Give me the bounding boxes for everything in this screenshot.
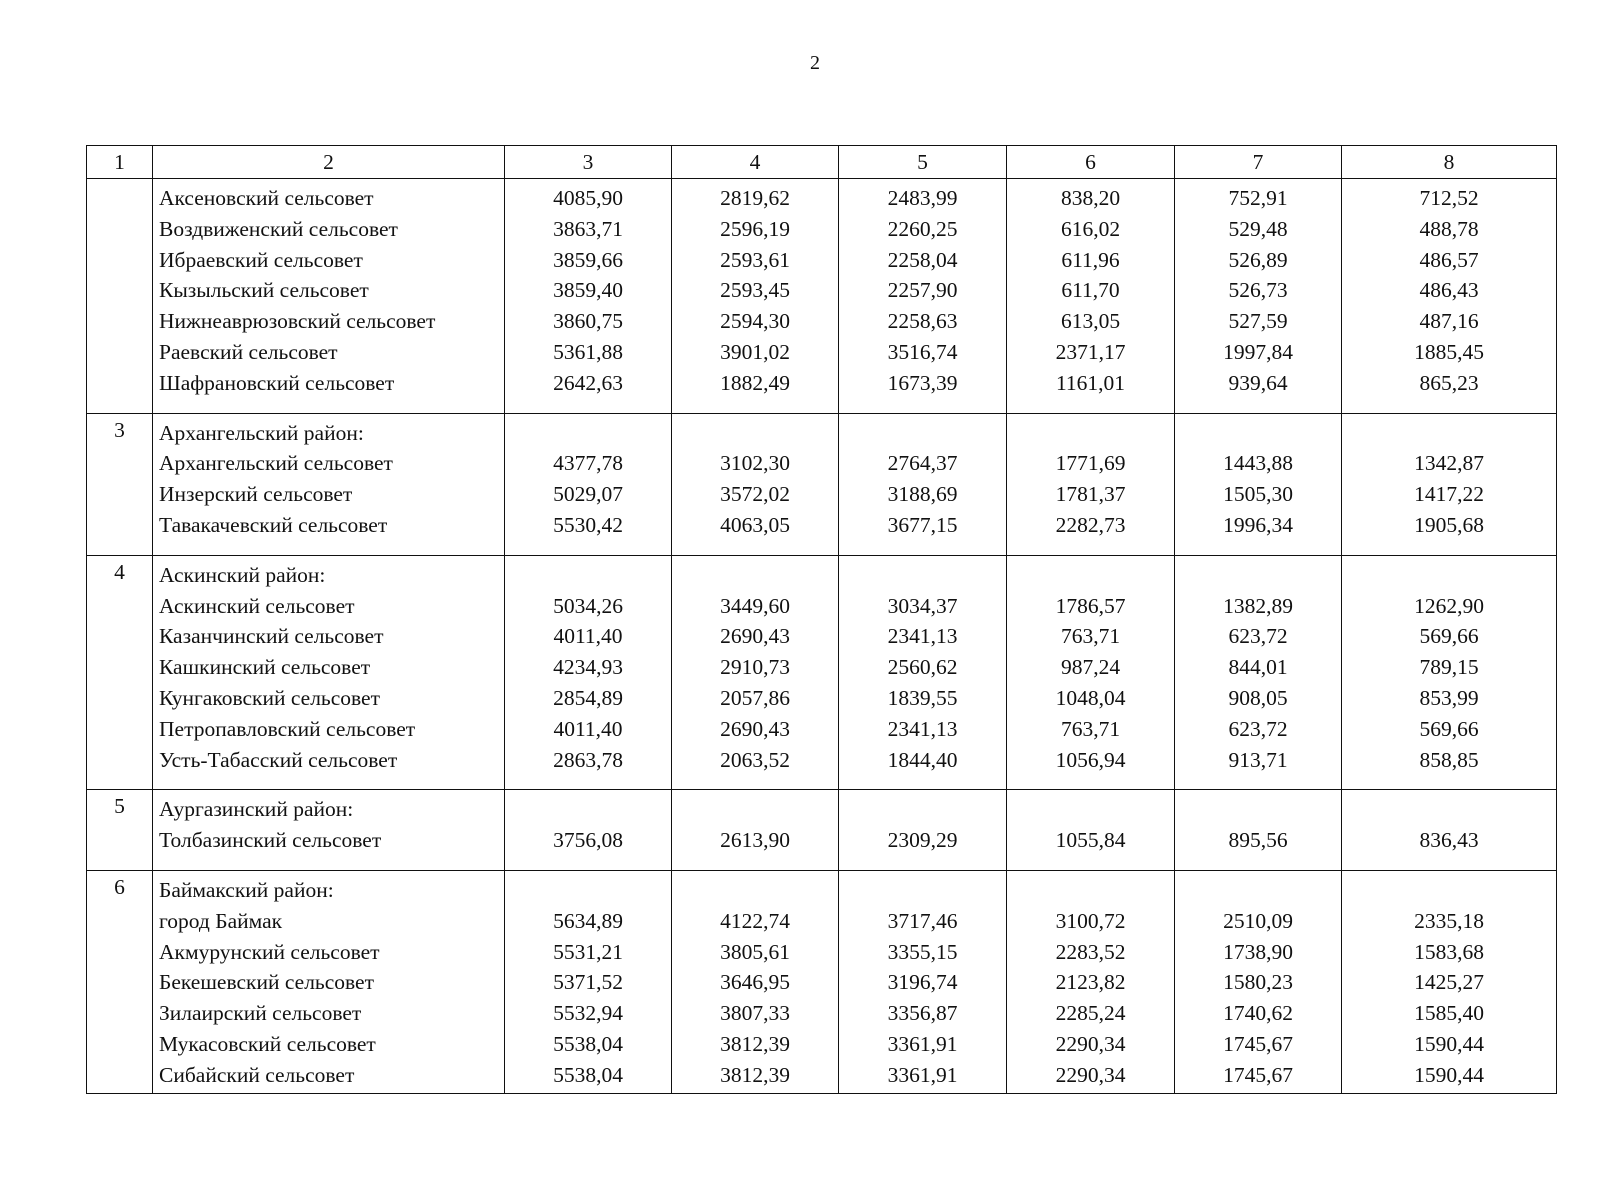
value: 1342,87 [1414,451,1484,476]
spacer-line [1007,794,1174,825]
value-cell-col-6 [1007,555,1175,790]
value: 2063,52 [720,747,790,772]
settlement-name: Аксеновский сельсовет [159,186,374,210]
value: 486,57 [1419,247,1479,272]
value: 3860,75 [553,309,623,334]
value: 2335,18 [1414,908,1484,933]
value: 895,56 [1228,828,1288,853]
value: 569,66 [1419,624,1479,649]
value: 844,01 [1228,655,1288,680]
value: 2819,62 [720,186,790,210]
value: 3901,02 [720,339,790,364]
value: 4011,40 [553,624,623,649]
value: 5530,42 [553,512,623,537]
value-cell-col-4 [672,555,839,790]
names-cell [153,179,505,414]
value: 1417,22 [1414,482,1484,507]
value: 1161,01 [1055,370,1126,395]
value: 2257,90 [887,278,958,303]
spacer-line [672,418,838,449]
value: 1738,90 [1223,939,1293,964]
value: 5531,21 [553,939,623,964]
row-number-cell [87,179,153,414]
value: 5532,94 [553,1001,623,1026]
value: 5538,04 [553,1031,623,1056]
value: 2596,19 [720,216,790,241]
value: 752,91 [1228,186,1288,210]
table-group-row [87,870,1557,1093]
value: 3646,95 [720,970,790,995]
value: 611,96 [1061,247,1120,272]
settlement-name: Сибайский сельсовет [159,1062,355,1087]
value: 2260,25 [887,216,958,241]
value: 2290,34 [1055,1031,1126,1056]
header-row [87,146,1557,179]
settlement-name: Аскинский сельсовет [159,593,355,618]
value: 623,72 [1228,716,1288,741]
value: 1996,34 [1223,512,1293,537]
value-cell-col-3 [505,179,672,414]
spacer-line [1175,560,1341,591]
value: 987,24 [1060,655,1121,680]
spacer-line [1342,560,1556,591]
value: 1786,57 [1055,593,1126,618]
table-group-row [87,413,1557,555]
value-cell-col-3 [505,790,672,871]
value: 1745,67 [1223,1031,1293,1056]
settlement-name: Раевский сельсовет [159,339,338,364]
value: 1781,37 [1055,482,1126,507]
value: 865,23 [1419,370,1479,395]
value-cell-col-6 [1007,413,1175,555]
value: 1745,67 [1223,1062,1293,1087]
value: 616,02 [1060,216,1121,241]
value: 789,15 [1419,655,1479,680]
settlement-name: Бекешевский сельсовет [159,970,374,995]
value: 3677,15 [887,512,958,537]
value-cell-col-8 [1342,870,1557,1093]
settlement-name: Кашкинский сельсовет [159,655,371,680]
value-cell-col-7 [1175,870,1342,1093]
value: 3361,91 [887,1062,958,1087]
value: 836,43 [1419,828,1479,853]
value: 5361,88 [553,339,623,364]
value-cell-col-5 [839,870,1007,1093]
value: 1056,94 [1055,747,1126,772]
page-number: 2 [810,52,820,74]
value: 2510,09 [1223,908,1293,933]
value: 2285,24 [1055,1001,1126,1026]
header-cell: 3 [505,146,672,179]
value: 488,78 [1419,216,1479,241]
value: 853,99 [1419,685,1479,710]
value: 611,70 [1061,278,1120,303]
value: 2560,62 [887,655,958,680]
settlement-name: Петропавловский сельсовет [159,716,416,741]
value: 1673,39 [887,370,958,395]
value: 3188,69 [887,482,958,507]
value: 2290,34 [1055,1062,1126,1087]
value: 2258,63 [887,309,958,334]
row-number-cell: 5 [87,790,153,871]
value: 3034,37 [887,593,958,618]
value-cell-col-4 [672,179,839,414]
value-cell-col-5 [839,555,1007,790]
value: 3812,39 [720,1031,790,1056]
value-cell-col-4 [672,790,839,871]
value: 1425,27 [1414,970,1484,995]
settlement-name: Усть-Табасский сельсовет [159,747,398,772]
header-cell: 5 [839,146,1007,179]
settlement-name: Воздвиженский сельсовет [159,216,398,241]
value-cell-col-7 [1175,413,1342,555]
value: 3356,87 [887,1001,958,1026]
value: 1590,44 [1414,1062,1484,1087]
value: 913,71 [1228,747,1288,772]
value: 5634,89 [553,908,623,933]
value: 1048,04 [1055,685,1126,710]
table-group-row [87,790,1557,871]
names-cell [153,790,505,871]
value-cell-col-3 [505,413,672,555]
value: 4377,78 [553,451,623,476]
value-cell-col-4 [672,870,839,1093]
value: 2123,82 [1055,970,1126,995]
value-cell-col-3 [505,870,672,1093]
spacer-line [1007,875,1174,906]
value-cell-col-5 [839,413,1007,555]
header-cell: 7 [1175,146,1342,179]
spacer-line [505,794,671,825]
value: 526,89 [1228,247,1288,272]
value: 1580,23 [1223,970,1293,995]
spacer-line [1007,560,1174,591]
value: 1839,55 [887,685,958,710]
settlement-name: Шафрановский сельсовет [159,370,395,395]
value: 3805,61 [720,939,790,964]
value: 4063,05 [720,512,790,537]
value-cell-col-3 [505,555,672,790]
value: 5029,07 [553,482,623,507]
spacer-line [672,794,838,825]
settlement-name: Зилаирский сельсовет [159,1001,362,1026]
value-cell-col-7 [1175,790,1342,871]
value: 4234,93 [553,655,623,680]
value: 3807,33 [720,1001,790,1026]
names-cell [153,555,505,790]
value: 1585,40 [1414,1001,1484,1026]
value: 2283,52 [1055,939,1126,964]
value-cell-col-6 [1007,179,1175,414]
row-number-cell: 3 [87,413,153,555]
header-cell: 4 [672,146,839,179]
value: 1844,40 [887,747,958,772]
settlement-name: Тавакачевский сельсовет [159,512,388,537]
value: 2863,78 [553,747,623,772]
spacer-line [839,560,1006,591]
value: 3449,60 [720,593,790,618]
spacer-line [1007,418,1174,449]
value: 763,71 [1060,716,1121,741]
value: 487,16 [1419,309,1479,334]
value: 3859,66 [553,247,623,272]
value: 4122,74 [720,908,790,933]
value: 623,72 [1228,624,1288,649]
value: 3516,74 [887,339,958,364]
value: 2593,61 [720,247,790,272]
value: 1740,62 [1223,1001,1293,1026]
value: 1590,44 [1414,1031,1484,1056]
settlement-name: Нижнеаврюзовский сельсовет [159,309,436,334]
row-number-cell: 6 [87,870,153,1093]
value: 529,48 [1228,216,1288,241]
value: 712,52 [1419,186,1479,210]
settlement-name: Кызыльский сельсовет [159,278,369,303]
value: 1905,68 [1414,512,1484,537]
district-title: Баймакский район: [159,877,334,902]
value-cell-col-5 [839,790,1007,871]
value: 3355,15 [887,939,958,964]
value: 2854,89 [553,685,623,710]
spacer-line [505,560,671,591]
value: 526,73 [1228,278,1288,303]
value: 2690,43 [720,716,790,741]
value: 1055,84 [1055,828,1126,853]
value: 569,66 [1419,716,1479,741]
value-cell-col-8 [1342,555,1557,790]
value: 3196,74 [887,970,958,995]
settlement-name: Толбазинский сельсовет [159,828,382,853]
value: 2642,63 [553,370,623,395]
spacer-line [839,418,1006,449]
value: 2690,43 [720,624,790,649]
value: 2371,17 [1055,339,1126,364]
value: 4085,90 [553,186,623,210]
district-title: Архангельский район: [159,420,364,445]
value: 3717,46 [887,908,958,933]
value: 1882,49 [720,370,790,395]
value: 908,05 [1228,685,1288,710]
header-cell: 6 [1007,146,1175,179]
value: 2764,37 [887,451,958,476]
tariff-table [86,145,1557,1094]
spacer-line [505,418,671,449]
spacer-line [505,875,671,906]
value: 5371,52 [553,970,623,995]
value: 3863,71 [553,216,623,241]
value: 3859,40 [553,278,623,303]
district-title: Аургазинский район: [159,797,354,822]
spacer-line [672,560,838,591]
value: 838,20 [1060,186,1121,210]
spacer-line [839,875,1006,906]
value: 2594,30 [720,309,790,334]
value: 1997,84 [1223,339,1293,364]
settlement-name: Кунгаковский сельсовет [159,685,380,710]
district-title: Аскинский район: [159,562,326,587]
value-cell-col-8 [1342,413,1557,555]
settlement-name: город Баймак [159,908,283,933]
value-cell-col-5 [839,179,1007,414]
settlement-name: Казанчинский сельсовет [159,624,384,649]
value: 2910,73 [720,655,790,680]
settlement-name: Архангельский сельсовет [159,451,393,476]
settlement-name: Ибраевский сельсовет [159,247,363,272]
value: 2057,86 [720,685,790,710]
value: 3812,39 [720,1062,790,1087]
value: 2341,13 [887,716,958,741]
value: 5034,26 [553,593,623,618]
spacer-line [672,875,838,906]
header-cell: 1 [87,146,153,179]
value-cell-col-4 [672,413,839,555]
value: 3102,30 [720,451,790,476]
value-cell-col-8 [1342,179,1557,414]
names-cell [153,870,505,1093]
value: 763,71 [1060,624,1121,649]
value: 613,05 [1060,309,1121,334]
value: 527,59 [1228,309,1288,334]
value: 1771,69 [1055,451,1126,476]
value: 1885,45 [1414,339,1484,364]
spacer-line [1175,418,1341,449]
value: 2593,45 [720,278,790,303]
value-cell-col-6 [1007,790,1175,871]
value: 1382,89 [1223,593,1293,618]
value: 2258,04 [887,247,958,272]
value: 1583,68 [1414,939,1484,964]
row-number-cell: 4 [87,555,153,790]
spacer-line [1342,794,1556,825]
value: 2483,99 [887,186,958,210]
value: 2613,90 [720,828,790,853]
names-cell [153,413,505,555]
value: 2282,73 [1055,512,1126,537]
spacer-line [839,794,1006,825]
value: 939,64 [1228,370,1288,395]
value: 2309,29 [887,828,958,853]
settlement-name: Акмурунский сельсовет [159,939,380,964]
value: 3756,08 [553,828,623,853]
table-group-row [87,555,1557,790]
spacer-line [1175,794,1341,825]
settlement-name: Инзерский сельсовет [159,482,353,507]
value-cell-col-6 [1007,870,1175,1093]
spacer-line [1342,418,1556,449]
value: 2341,13 [887,624,958,649]
value-cell-col-7 [1175,179,1342,414]
value: 3100,72 [1055,908,1126,933]
table-body [87,179,1557,1094]
value: 486,43 [1419,278,1479,303]
value: 1443,88 [1223,451,1293,476]
value: 858,85 [1419,747,1479,772]
spacer-line [1342,875,1556,906]
header-cell: 8 [1342,146,1557,179]
header-cell: 2 [153,146,505,179]
value: 4011,40 [553,716,623,741]
value: 5538,04 [553,1062,623,1087]
value-cell-col-7 [1175,555,1342,790]
table-group-row [87,179,1557,414]
value: 1505,30 [1223,482,1293,507]
value: 1262,90 [1414,593,1484,618]
settlement-name: Мукасовский сельсовет [159,1031,376,1056]
spacer-line [1175,875,1341,906]
value: 3572,02 [720,482,790,507]
value: 3361,91 [887,1031,958,1056]
value-cell-col-8 [1342,790,1557,871]
